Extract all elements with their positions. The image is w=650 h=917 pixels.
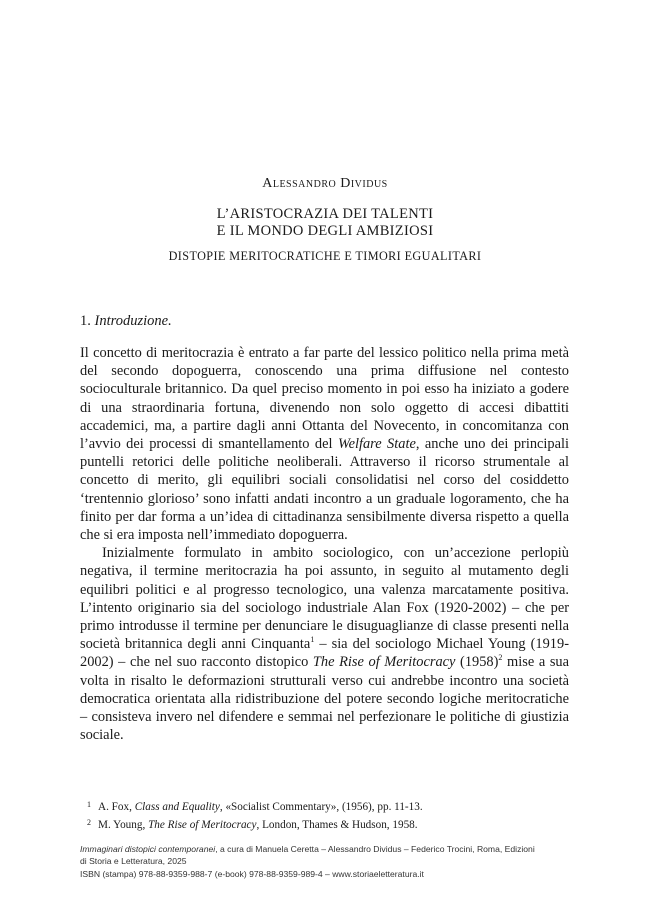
imprint-line-2: di Storia e Letteratura, 2025 (80, 856, 187, 867)
section-heading (80, 313, 172, 330)
paragraph-2-text-mid: – sia del sociologo Michael Young (1919-2002) – che nel suo racconto distopico (80, 636, 569, 671)
footnote-number: 1 (87, 800, 91, 809)
footnote-italic: The Rise of Meritocracy (148, 819, 257, 831)
paragraph-2-text-end: mise a sua volta in risalto le deformazioni strutturali verso cui andrebbe incontro una società democratica orientata alla ridistribuzione del potere secondo logiche meritocratiche – consisteva invero nel difendere e semmai nel perfezionare le politiche di giustizia sociale. (80, 654, 570, 744)
imprint-book-title: Immaginari distopici contemporanei (80, 844, 216, 854)
footnote-2 (80, 815, 569, 833)
section-number: 1. (80, 313, 91, 329)
footnote-text: A. Fox, (98, 801, 135, 813)
section-title: Introduzione. (94, 313, 172, 329)
footnote-ref-2: 2 (498, 653, 503, 663)
paragraph-1-italic: Welfare State (337, 436, 416, 453)
footnote-number: 2 (87, 818, 91, 827)
footnote-text-end: , «Socialist Commentary», (1956), pp. 11-13. (219, 801, 423, 813)
body-text (80, 344, 569, 744)
footnotes (80, 797, 569, 833)
paragraph-2-year: (1958) (455, 654, 499, 671)
footnote-italic: Class and Equality (134, 801, 220, 813)
paragraph-1 (80, 344, 569, 544)
paragraph-2-italic: The Rise of Meritocracy (312, 654, 456, 671)
paragraph-1-text-end: , anche uno dei principali puntelli retorici delle politiche neoliberali. Attraverso il ricorso strumentale al concetto di merito, gli equilibri sociali consolidatisi nel corso del cosiddetto ‘trentennio glorioso’ sono infatti andati incontro a un graduale logoramento, che ha finito per dar forma a un’idea di cittadinanza sensibilmente diversa rispetto a quella che si era imposta nell’immediato dopoguerra. (80, 436, 569, 544)
chapter-title-line-2: E IL MONDO DEGLI AMBIZIOSI (216, 223, 434, 239)
paragraph-1-text: Il concetto di meritocrazia è entrato a far parte del lessico politico nella prima metà del secondo dopoguerra, conoscendo una prima diffusione nel contesto socioculturale britannico. Da quel preciso momento in poi esso ha iniziato a godere di una straordinaria fortuna, divenendo non solo oggetto di accesi dibattiti accademici, ma, a partire dagli anni Ottanta del Novecento, in concomitanza con l’avvio dei processi di smantellamento del (80, 345, 569, 453)
imprint-isbn: ISBN (stampa) 978-88-9359-988-7 (e-book) 978-88-9359-989-4 – www.storiaeletteratura.it (80, 868, 424, 879)
paragraph-2 (80, 544, 569, 744)
author-name: Alessandro Dividus (262, 176, 388, 191)
imprint-line-1-text: , a cura di Manuela Ceretta – Alessandro Dividus – Federico Trocini, Roma, Edizioni (215, 844, 535, 854)
imprint-line-1 (80, 843, 580, 855)
paragraph-2-text: Inizialmente formulato in ambito sociologico, con un’accezione perlopiù negativa, il termine meritocrazia ha poi assunto, in seguito al mutamento degli equilibri politici e al progresso tecnologico, una valenza marcatamente positiva. L’intento originario sia del sociologo industriale Alan Fox (1920-2002) – che per primo introdusse il termine per denunciare le disuguaglianze di classe presenti nella società britannica degli anni Cinquanta (80, 545, 569, 653)
footnote-text: M. Young, (98, 819, 149, 831)
chapter-subtitle: DISTOPIE MERITOCRATICHE E TIMORI EGUALITARI (168, 249, 482, 263)
footnote-ref-1: 1 (310, 635, 315, 645)
chapter-title-line-1: L’ARISTOCRAZIA DEI TALENTI (216, 206, 434, 222)
imprint (80, 843, 580, 880)
chapter-title (0, 206, 650, 240)
footnote-1 (80, 797, 569, 815)
footnote-text-end: , London, Thames & Hudson, 1958. (256, 819, 418, 831)
